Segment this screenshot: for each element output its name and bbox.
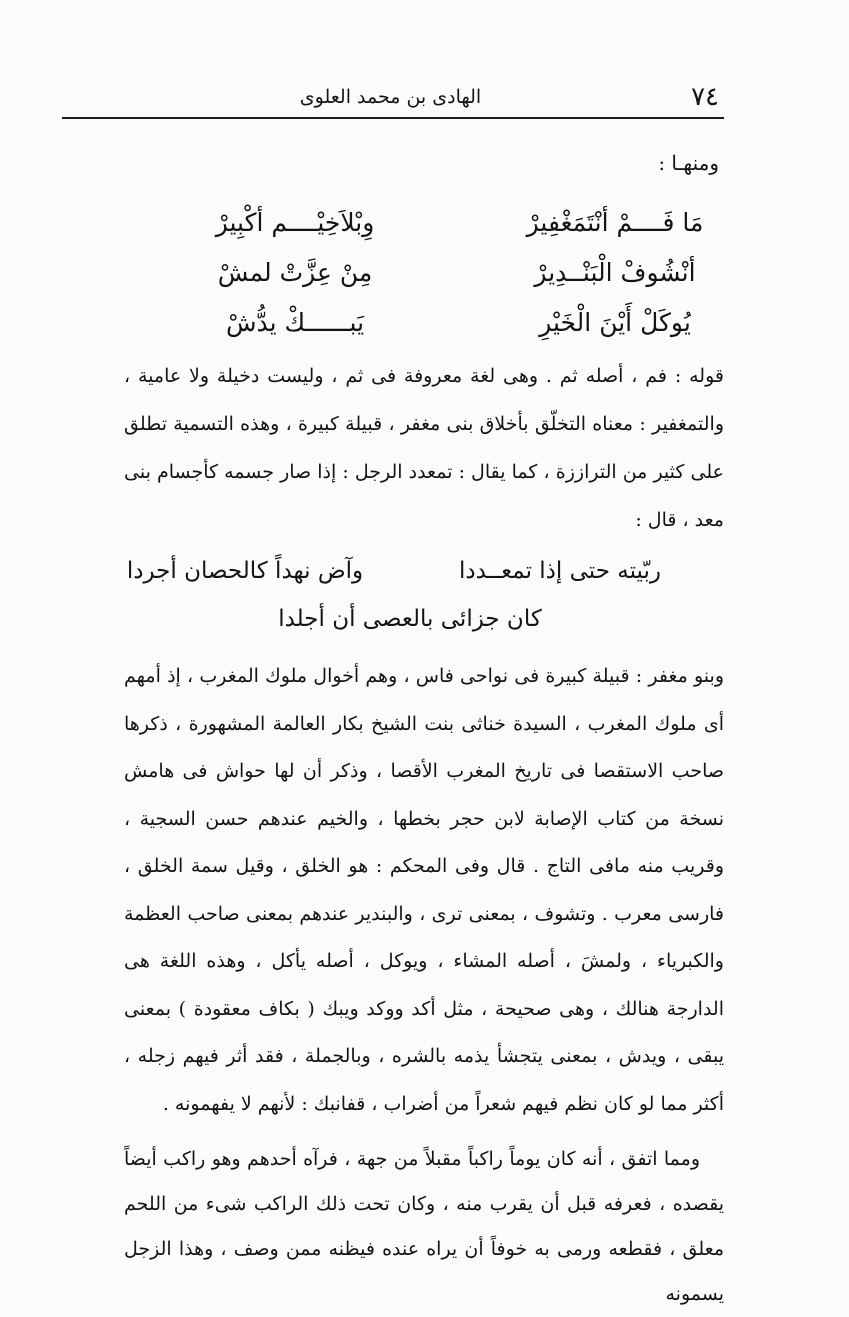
page-number: ٧٤ xyxy=(691,82,719,112)
paragraph-text: وبنو مغفر : قبيلة كبيرة فى نواحى فاس ، وهم أخوال ملوك المغرب ، إذ أمهم أى ملوك المغرب ، السيدة خناثى بنت الشيخ بكار العالمة المشهورة ، ذكرها صاحب الاستقصا فى تاريخ المغرب الأقصا ، وذكر أن لها حواش فى هامش نسخة من كتاب الإصابة لابن حجر بخطها ، والخيم عندهم حسن السجية ، وقريب منه مافى التاج . قال وفى المحكم : هو الخلق ، وقيل سمة الخلق ، فارسى معرب . وتشوف ، بمعنى ترى ، والبندير عندهم بمعنى صاحب العظمة والكبرياء ، ولمشَ ، أصله المشاء ، ويوكل ، أصله يأكل ، وهذه اللغة هى الدارجة هنالك ، وهى صحيحة ، مثل أكد ووكد ويبك ( بكاف معقودة ) بمعنى يبقى ، ويدش ، بمعنى يتجشأ يذمه بالشره ، وبالجملة ، فقد أثر فيهم زجله ، أكثر مما لو كان نظم فيهم شعراً من أضراب ، قفانبك : لأنهم لا يفهمونه . xyxy=(124,665,724,1115)
verse-second-hemistich: وآض نهداً كالحصان أجردا xyxy=(126,558,364,584)
verse-first-hemistich: أنْشُوفْ الْبَنْــدِيرْ xyxy=(534,258,696,287)
verse-first-hemistich: يُوكَلْ أَيْنَ الْخَيْرِ xyxy=(539,308,691,337)
running-title: الهادى بن محمد العلوى xyxy=(299,86,482,108)
poem-verse xyxy=(175,300,735,350)
poem-verse xyxy=(175,200,735,250)
intro-label: ومنهـا : xyxy=(658,151,719,175)
verse-second-hemistich: مِنْ عِزَّتْ لمشْ xyxy=(217,258,373,287)
verse-second-hemistich: وِبْلاَخِيْــــم أكْبِيرْ xyxy=(215,208,375,237)
verse-first-hemistich: مَا فَــــمْ أنْتَمَغْفِيرْ xyxy=(526,208,704,237)
poem-verse xyxy=(175,250,735,300)
zajal-poem xyxy=(175,200,735,350)
commentary-paragraph xyxy=(124,352,724,544)
paragraph-text: ومما اتفق ، أنه كان يوماً راكباً مقبلاً من جهة ، فرآه أحدهم وهو راكب أيضاً يقصده ، فعرفه قبل أن يقرب منه ، وكان تحت ذلك الراكب شىء من اللحم معلق ، فقطعه ورمى به خوفاً أن يراه عنده فيظنه ممن وصف ، وهذا الزجل يسمونه xyxy=(124,1148,724,1305)
paragraph-text: قوله : فم ، أصله ثم . وهى لغة معروفة فى ثم ، وليست دخيلة ولا عامية ، والتمغفير : معناه التخلّق بأخلاق بنى مغفر ، قبيلة كبيرة ، وهذه التسمية تطلق على كثير من التراززة ، كما يقال : تمعدد الرجل : إذا صار جسمه كأجسام بنى معد ، قال : xyxy=(124,365,724,531)
running-header xyxy=(62,80,719,114)
header-rule xyxy=(62,117,724,119)
quoted-verse-line: كان جزائى بالعصى أن أجلدا xyxy=(278,606,542,632)
verse-first-hemistich: ربّيته حتى إذا تمعــددا xyxy=(459,558,661,584)
body-paragraph xyxy=(124,653,724,1128)
quoted-verse-line xyxy=(95,548,725,596)
quoted-verse xyxy=(95,548,725,644)
verse-second-hemistich: يَبــــــكْ يدُّشْ xyxy=(225,308,365,337)
anecdote-paragraph xyxy=(124,1137,724,1317)
